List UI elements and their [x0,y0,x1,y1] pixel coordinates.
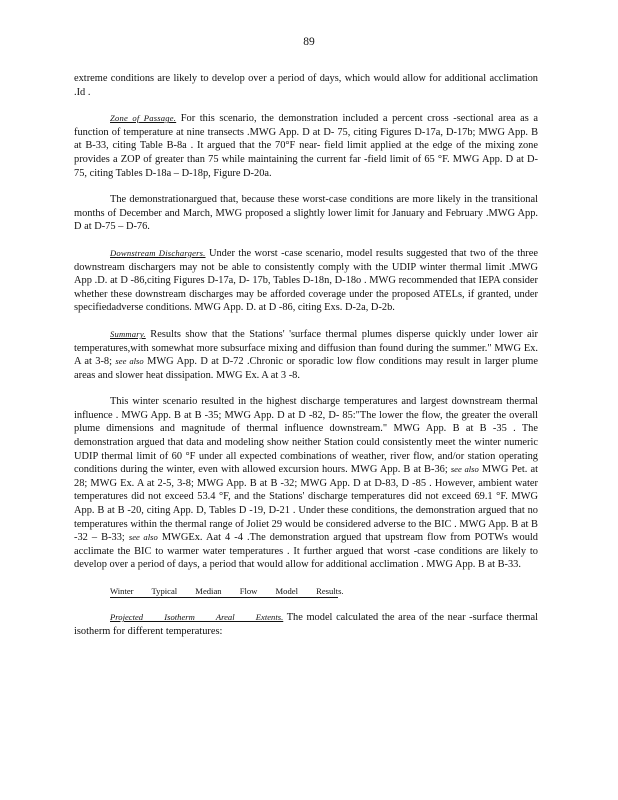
document-body [74,72,538,651]
paragraph-transitional-months [74,193,538,234]
section-heading-projected-isotherm: Projected Isotherm Areal Extents. [110,612,284,622]
paragraph-text: MWGEx. Aat 4 -4 .The demonstration argued that upstream flow from POTWs would acclimate the BIC to warmer water temperatures . It further argued that worst -case conditions are likely to develop over a period of days, a period that would allow for additional acclimation . MWG App. B at B-33. [74,532,538,571]
see-also-signal: see also [115,356,144,367]
paragraph-summary [74,328,538,382]
paragraph-projected-isotherm [74,611,538,638]
paragraph-text: This winter scenario resulted in the highest discharge temperatures and largest downstream thermal influence . MWG App. B at B -35; MWG App. D at D -82, D- 85:"The lower the flow, the greater the overall plume dimensions and magnitude of thermal influence downstream." MWG App. B at B -35 . The demonstration argued that data and modeling show neither Station could consistently meet the winter numeric UDIP thermal limit of 60 °F under all expected combinations of weather, river flow, and/or station operating conditions during the winter, even with allowed excursion hours. MWG App. B at B-36; [74,396,538,476]
subheading-winter-typical-median-flow: Winter Typical Median Flow Model Results. [110,586,344,596]
paragraph-winter-scenario [74,395,538,572]
paragraph-text: The demonstrationargued that, because these worst-case conditions are more likely in the transitional months of December and March, MWG proposed a slightly lower limit for January and February .MWG App. D at D-75 – D-76. [74,194,538,233]
section-heading-downstream-dischargers: Downstream Dischargers. [110,247,206,258]
paragraph-continuation [74,72,538,99]
paragraph-zone-of-passage [74,112,538,180]
paragraph-text: For this scenario, the demonstration included a percent cross -sectional area as a function of temperature at nine transects .MWG App. D at D- 75, citing Figures D-17a, D-17b; MWG App. B at B-33, citing Table B-8a . It argued that the 70°F near- field limit applied at the edge of the mixing zone provides a ZOP of greater than 75 while maintaining the current far -field limit of 65 °F. MWG App. D at D-75, citing Tables D-18a – D-18p, Figure D-20a. [74,113,538,179]
paragraph-text: MWG Pet. at 28; MWG Ex. A at 2-5, 3-8; MWG App. B at B -32; MWG App. D at D-83, D -85 . However, ambient water temperatures did not exceed 53.4 °F, and the Stations' discharge temperatures did not exceed 69.1 °F. MWG App. B at B -20, citing App. D, Tables D -19, D-21 . Under these conditions, the demonstration argued that no temperatures within the thermal range of Joliet 29 would be considered adverse to the BIC . MWG App. B at B -32 – B-33; [74,464,538,544]
see-also-signal: see also [450,464,479,475]
paragraph-text: Under the worst -case scenario, model results suggested that two of the three downstream dischargers may not be able to consistently comply with the UDIP winter thermal limit .MWG App .D. at D -86,citing Figures D-17a, D- 17b, Tables D-18n, D-18o . MWG recommended that IEPA consider whether these downstream discharges may be afforded coverage under the proposed ATELs, if granted, under specifiedadverse conditions. MWG App. D. at D -86, citing Exs. D-2a, D-2b. [74,247,538,314]
paragraph-text: Results show that the Stations' 'surface thermal plumes disperse quickly under lower air temperatures,with somewhat more subsurface mixing and diffusion than found during the summer." MWG Ex. A at 3-8; [74,328,538,368]
section-heading-summary: Summary. [110,328,146,339]
paragraph-downstream-dischargers [74,247,538,315]
page-number: 89 [303,36,315,48]
paragraph-text: MWG App. D at D-72 .Chronic or sporadic low flow conditions may result in larger plume areas and slower heat dissipation. MWG Ex. A at 3 -8. [74,356,538,381]
section-heading-zone-of-passage: Zone of Passage. [110,113,177,124]
paragraph-text: extreme conditions are likely to develop over a period of days, which would allow for additional acclimation .Id . [74,73,538,98]
see-also-signal: see also [128,532,158,543]
paragraph-text: The model calculated the area of the near -surface thermal isotherm for different temperatures: [74,612,538,637]
